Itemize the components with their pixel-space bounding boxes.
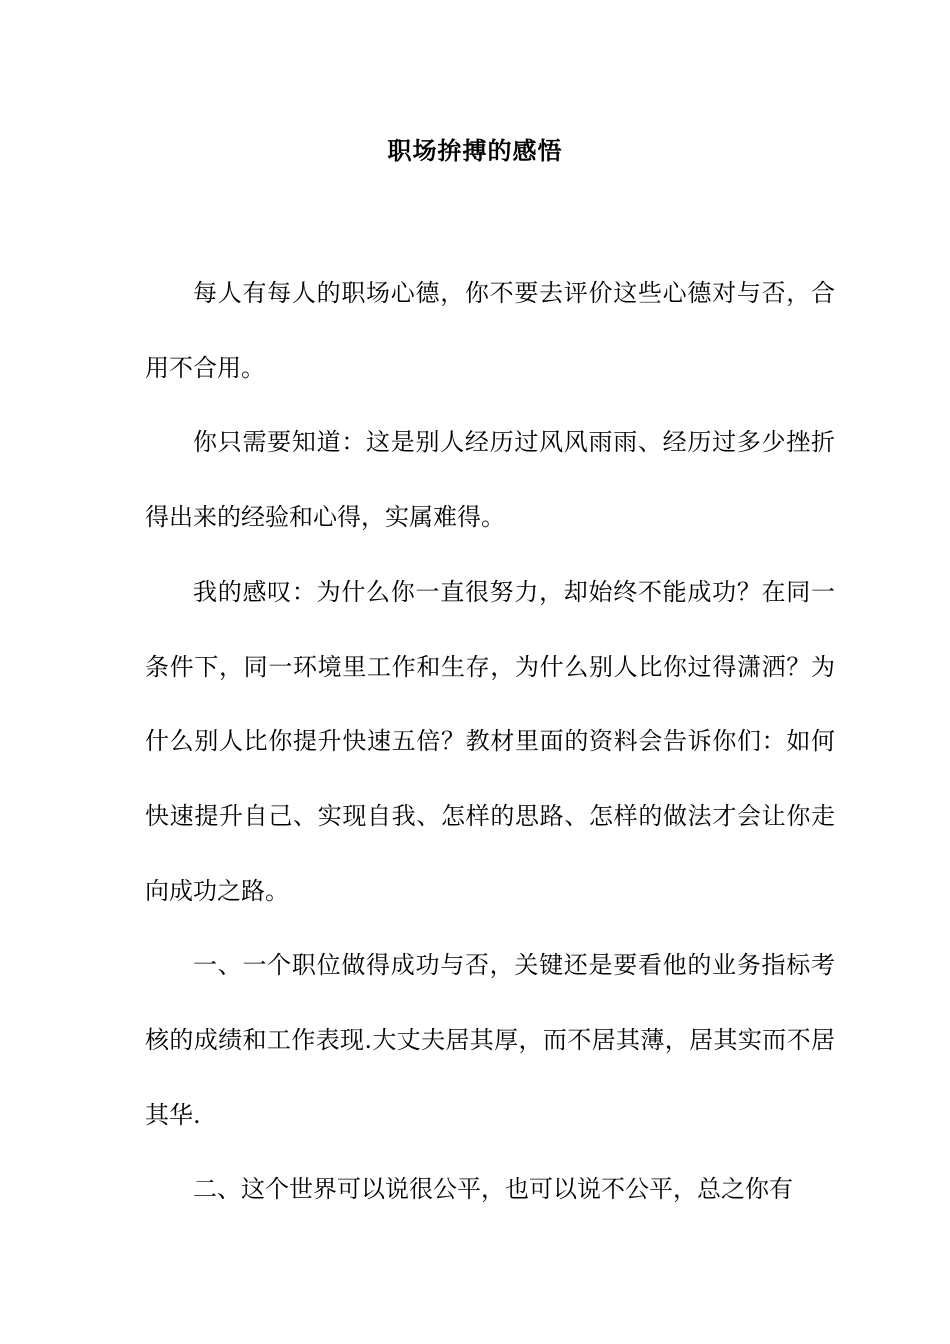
- paragraph-2: 你只需要知道：这是别人经历过风风雨雨、经历过多少挫折得出来的经验和心得，实属难得。: [145, 428, 835, 532]
- document-title: 职场拚搏的感悟: [387, 136, 563, 165]
- document-body: [145, 256, 835, 1227]
- paragraph-4: 一、一个职位做得成功与否，关键还是要看他的业务指标考核的成绩和工作表现.大丈夫居其厚，而不居其薄，居其实而不居其华.: [145, 951, 835, 1129]
- paragraph-3: 我的感叹：为什么你一直很努力，却始终不能成功？在同一条件下，同一环境里工作和生存，为什么别人比你过得潇洒？为什么别人比你提升快速五倍？教材里面的资料会告诉你们：如何快速提升自己、实现自我、怎样的思路、怎样的做法才会让你走向成功之路。: [145, 577, 835, 905]
- paragraph-1: 每人有每人的职场心德，你不要去评价这些心德对与否，合用不合用。: [145, 279, 835, 382]
- paragraph-5: 二、这个世界可以说很公平，也可以说不公平，总之你有: [193, 1175, 793, 1204]
